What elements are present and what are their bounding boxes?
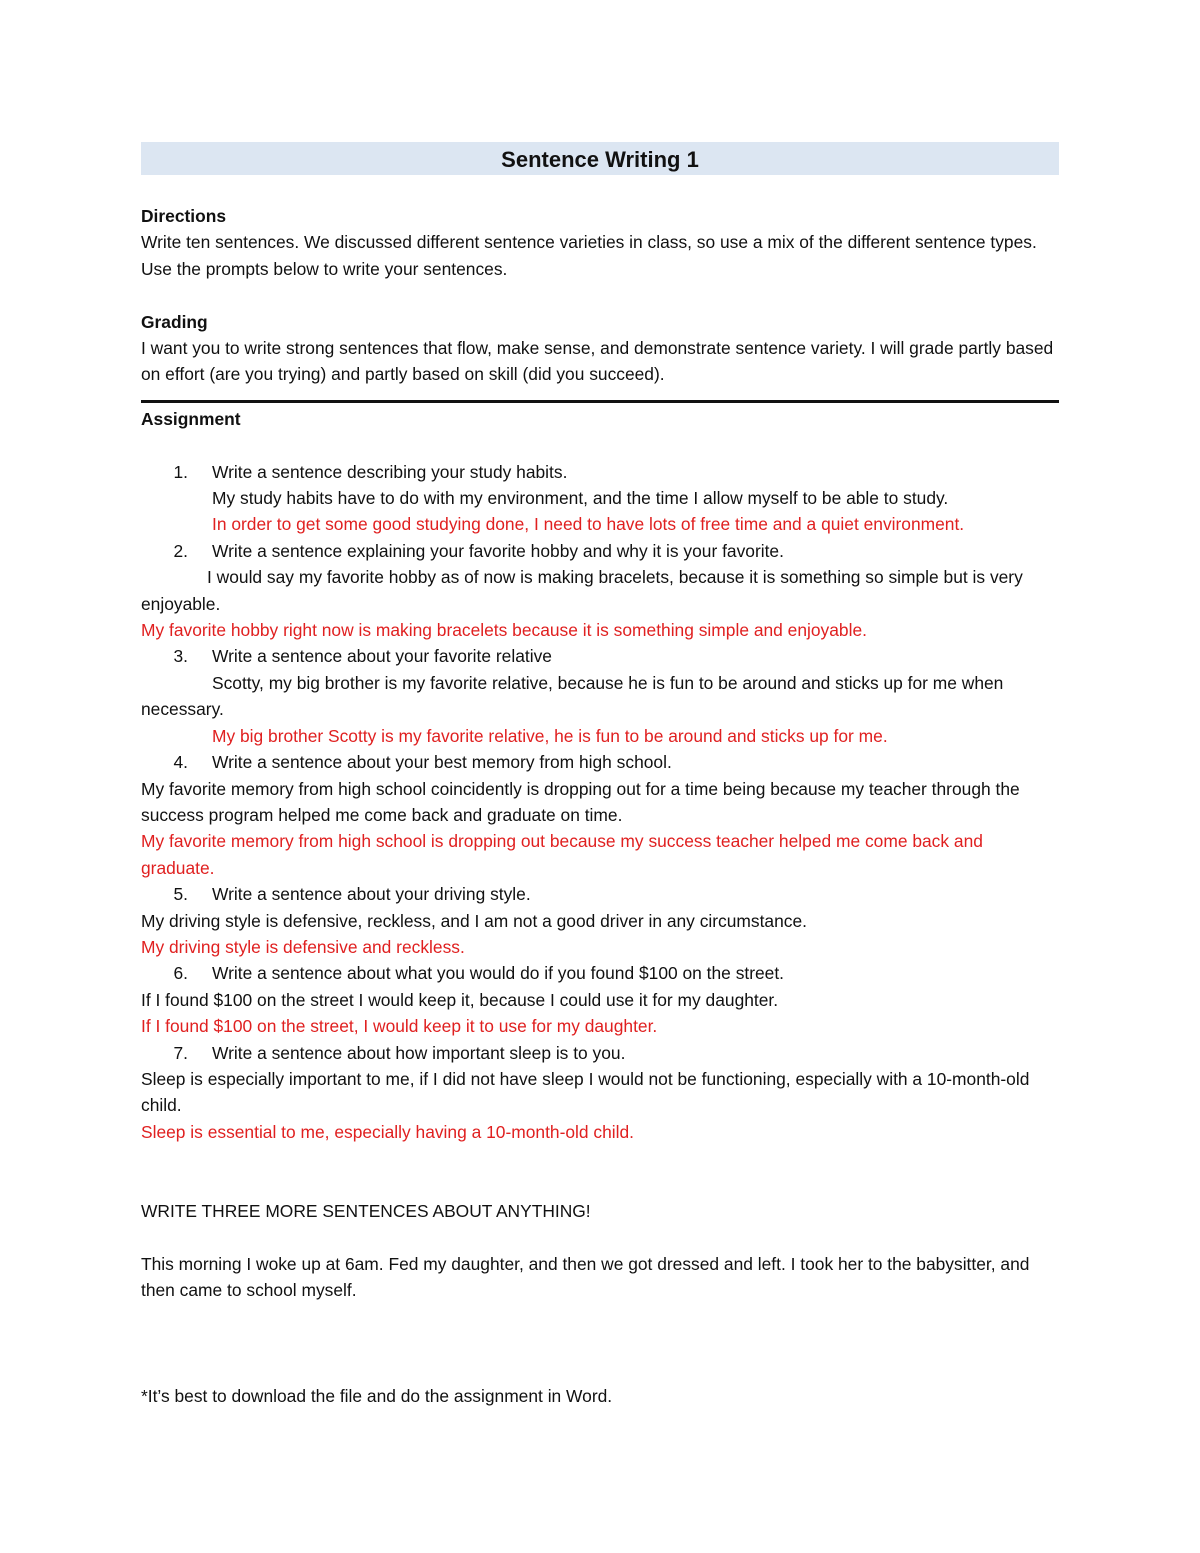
section-divider	[141, 400, 1059, 403]
list-item: 1. Write a sentence describing your study habits.	[173, 461, 568, 482]
directions-heading: Directions	[141, 206, 227, 226]
directions-text: Write ten sentences. We discussed different sentence varieties in class, so use a mix of the different sentence types. Use the prompts below to write your sentences.	[141, 232, 1037, 279]
revision-text: Sleep is essential to me, especially having a 10-month-old child.	[141, 1121, 635, 1142]
answer-text: My study habits have to do with my environment, and the time I allow myself to be able to study.	[212, 488, 949, 509]
revision-text: My favorite hobby right now is making bracelets because it is something simple and enjoyable.	[141, 620, 867, 641]
prompt-text: Write a sentence about how important sleep is to you.	[212, 1042, 626, 1063]
grading-heading: Grading	[141, 311, 208, 332]
revision-text: In order to get some good studying done, I need to have lots of free time and a quiet environment.	[212, 514, 965, 535]
assignment-heading: Assignment	[141, 408, 241, 429]
page-title: Sentence Writing 1	[141, 142, 1059, 175]
prompt-text: Write a sentence about what you would do if you found $100 on the street.	[212, 963, 785, 984]
answer-text: Sleep is especially important to me, if I did not have sleep I would not be functioning, especially with a 10-month-old child.	[141, 1068, 1030, 1116]
prompt-text: Write a sentence explaining your favorite hobby and why it is your favorite.	[212, 540, 784, 561]
footnote: *It’s best to download the file and do the assignment in Word.	[141, 1385, 613, 1406]
list-item: 6. Write a sentence about what you would do if you found $100 on the street.	[173, 963, 785, 984]
answer-text: Scotty, my big brother is my favorite relative, because he is fun to be around and sticks up for me when necessary.	[141, 672, 1004, 720]
revision-text: If I found $100 on the street, I would keep it to use for my daughter.	[141, 1016, 658, 1037]
document-body	[141, 203, 1061, 1409]
prompt-text: Write a sentence about your best memory from high school.	[212, 752, 672, 773]
extra-heading: WRITE THREE MORE SENTENCES ABOUT ANYTHING!	[141, 1200, 591, 1221]
answer-text: My favorite memory from high school coincidently is dropping out for a time being because my teacher through the success program helped me come back and graduate on time.	[141, 778, 1020, 825]
prompt-text: Write a sentence about your driving style.	[212, 884, 531, 905]
revision-text: My driving style is defensive and reckless.	[141, 936, 465, 957]
list-item: 2. Write a sentence explaining your favorite hobby and why it is your favorite.	[173, 540, 784, 561]
list-item: 3. Write a sentence about your favorite relative	[173, 646, 552, 667]
extra-text: This morning I woke up at 6am. Fed my daughter, and then we got dressed and left. I took her to the babysitter, and then came to school myself.	[141, 1253, 1030, 1301]
prompt-text: Write a sentence about your favorite relative	[212, 646, 552, 667]
list-item: 4. Write a sentence about your best memory from high school.	[173, 752, 672, 773]
answer-text: If I found $100 on the street I would keep it, because I could use it for my daughter.	[141, 989, 779, 1010]
list-item: 5. Write a sentence about your driving style.	[173, 884, 531, 905]
revision-text: My big brother Scotty is my favorite relative, he is fun to be around and sticks up for me.	[212, 725, 888, 746]
answer-text: My driving style is defensive, reckless, and I am not a good driver in any circumstance.	[141, 910, 807, 931]
answer-text: I would say my favorite hobby as of now is making bracelets, because it is something so simple but is very enjoyable.	[141, 567, 1023, 614]
list-item: 7. Write a sentence about how important sleep is to you.	[173, 1042, 626, 1063]
revision-text: My favorite memory from high school is dropping out because my success teacher helped me come back and graduate.	[141, 831, 983, 878]
grading-text: I want you to write strong sentences that flow, make sense, and demonstrate sentence variety. I will grade partly based on effort (are you trying) and partly based on skill (did you succeed).	[141, 338, 1054, 385]
prompt-text: Write a sentence describing your study habits.	[212, 461, 568, 482]
